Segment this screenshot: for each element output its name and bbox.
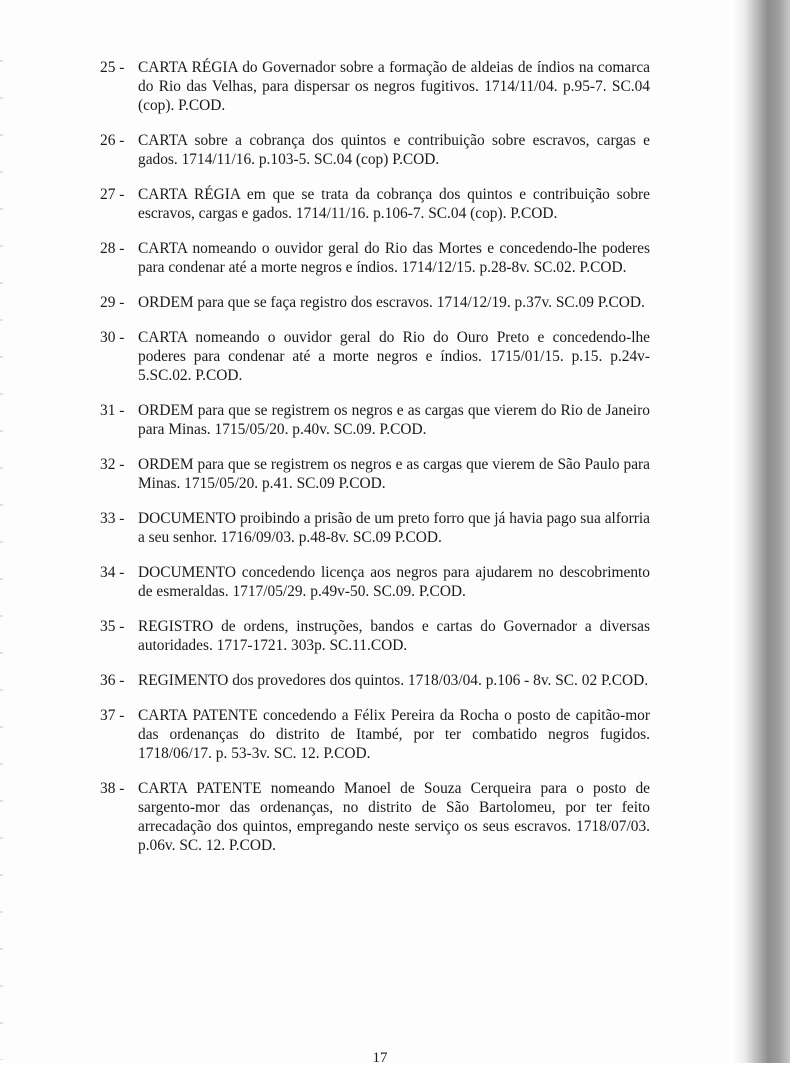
entry-number: 34 - — [100, 564, 125, 581]
entry-number: 26 - — [100, 132, 125, 149]
catalog-entry — [100, 58, 650, 115]
entry-number: 35 - — [100, 618, 125, 635]
entry-text: DOCUMENTO proibindo a prisão de um preto forro que já havia pago sua alforria a seu senhor. 1716/09/03. p.48-8v. SC.09 P.COD. — [138, 510, 650, 546]
catalog-entry-list — [100, 58, 650, 871]
catalog-entry — [100, 617, 650, 655]
catalog-entry — [100, 185, 650, 223]
entry-text: ORDEM para que se registrem os negros e as cargas que vierem de São Paulo para Minas. 1715/05/20. p.41. SC.09 P.COD. — [138, 456, 650, 492]
catalog-entry — [100, 671, 650, 690]
catalog-entry — [100, 563, 650, 601]
catalog-entry — [100, 328, 650, 385]
entry-number: 29 - — [100, 294, 125, 311]
entry-text: CARTA RÉGIA do Governador sobre a formação de aldeias de índios na comarca do Rio das Velhas, para dispersar os negros fugitivos. 1714/11/04. p.95-7. SC.04 (cop). P.COD. — [138, 59, 650, 114]
entry-number: 36 - — [100, 672, 125, 689]
entry-text: ORDEM para que se registrem os negros e as cargas que vierem do Rio de Janeiro para Minas. 1715/05/20. p.40v. SC.09. P.COD. — [138, 402, 650, 438]
entry-text: CARTA PATENTE concedendo a Félix Pereira da Rocha o posto de capitão-mor das ordenanças do distrito de Itambé, por ter combatido negros fugidos. 1718/06/17. p. 53-3v. SC. 12. P.COD. — [138, 707, 650, 762]
entry-text: DOCUMENTO concedendo licença aos negros para ajudarem no descobrimento de esmeraldas. 1717/05/29. p.49v-50. SC.09. P.COD. — [138, 564, 650, 600]
catalog-entry — [100, 509, 650, 547]
entry-number: 25 - — [100, 59, 125, 76]
entry-text: REGISTRO de ordens, instruções, bandos e cartas do Governador a diversas autoridades. 1717-1721. 303p. SC.11.COD. — [138, 618, 650, 654]
catalog-entry — [100, 131, 650, 169]
entry-text: REGIMENTO dos provedores dos quintos. 1718/03/04. p.106 - 8v. SC. 02 P.COD. — [138, 672, 649, 689]
entry-text: CARTA nomeando o ouvidor geral do Rio do Ouro Preto e concedendo-lhe poderes para condenar até a morte negros e índios. 1715/01/15. p.15. p.24v-5.SC.02. P.COD. — [138, 329, 650, 384]
page-number: 17 — [372, 1050, 388, 1066]
entry-text: CARTA nomeando o ouvidor geral do Rio das Mortes e concedendo-lhe poderes para condenar até a morte negros e índios. 1714/12/15. p.28-8v. SC.02. P.COD. — [138, 240, 650, 276]
catalog-entry — [100, 293, 650, 312]
catalog-entry — [100, 779, 650, 855]
entry-number: 33 - — [100, 510, 125, 527]
entry-text: CARTA PATENTE nomeando Manoel de Souza Cerqueira para o posto de sargento-mor das ordenanças, no distrito de São Bartolomeu, por ter feito arrecadação dos quintos, empregando neste serviço os seus escravos. 1718/07/03. p.06v. SC. 12. P.COD. — [138, 780, 650, 854]
entry-number: 32 - — [100, 456, 125, 473]
entry-number: 27 - — [100, 186, 125, 203]
catalog-entry — [100, 706, 650, 763]
entry-number: 28 - — [100, 240, 125, 257]
entry-text: CARTA RÉGIA em que se trata da cobrança dos quintos e contribuição sobre escravos, cargas e gados. 1714/11/16. p.106-7. SC.04 (cop). P.COD. — [138, 186, 650, 222]
entry-text: CARTA sobre a cobrança dos quintos e contribuição sobre escravos, cargas e gados. 1714/11/16. p.103-5. SC.04 (cop) P.COD. — [138, 132, 650, 168]
book-binding-shadow — [732, 0, 790, 1063]
entry-number: 37 - — [100, 707, 125, 724]
entry-number: 30 - — [100, 329, 125, 346]
entry-text: ORDEM para que se faça registro dos escravos. 1714/12/19. p.37v. SC.09 P.COD. — [138, 294, 645, 311]
entry-number: 31 - — [100, 402, 125, 419]
scan-edge-marks — [0, 60, 3, 1060]
entry-number: 38 - — [100, 780, 125, 797]
catalog-entry — [100, 239, 650, 277]
catalog-entry — [100, 455, 650, 493]
catalog-entry — [100, 401, 650, 439]
